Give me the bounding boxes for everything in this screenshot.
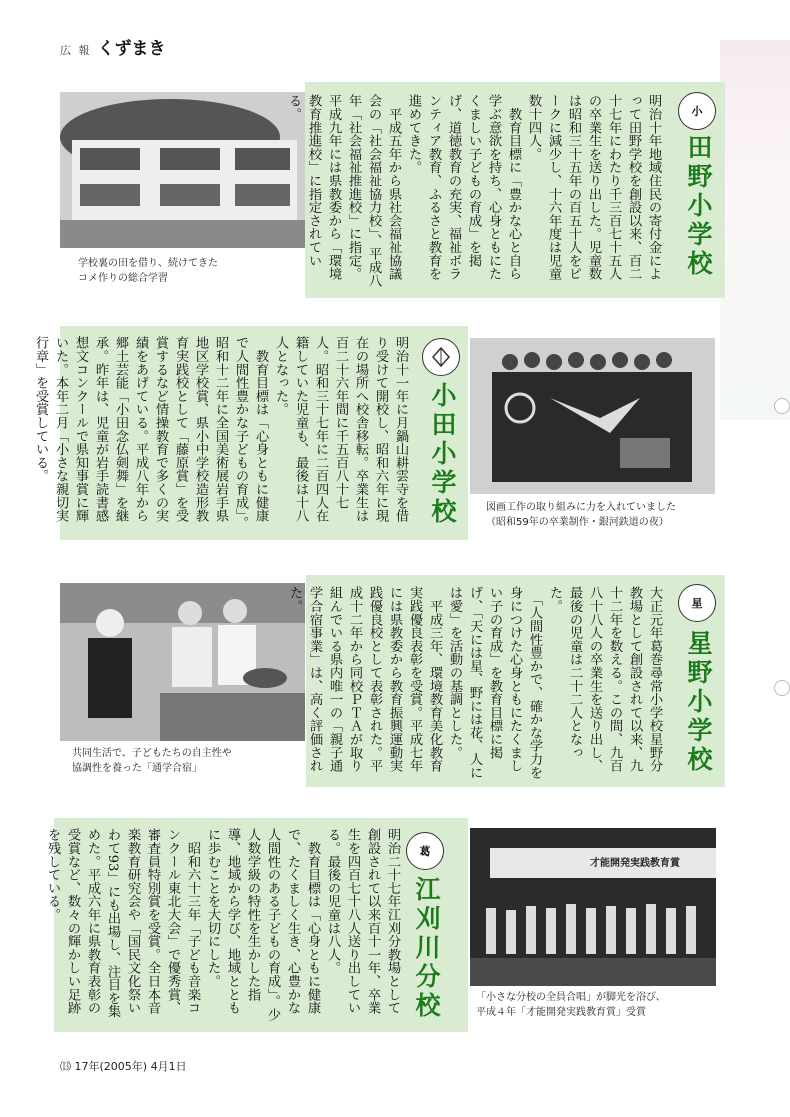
award-banner-text: 才能開発実践教育賞 xyxy=(590,858,680,869)
article-body: 明治十年地域住民の寄付金によって田野学校を創設以来、百二十七年にわたり千三百七十五人の卒業生を送り出した。児童数は昭和三十五年の百五十人をピークに減少し、十六年度は児童数十四人。 教育目標に「豊かな心と自ら学ぶ意欲を持ち、心身ともにたくましい子どもの育成」を掲げ、道徳教育の充実、福祉ボランティア教育、ふるさと教育を進めてきた。 平成五年から県社会福祉協議会の「社会福祉協力校」、平成八年「社会福祉推進校」に指定。平成九年には県教委から「環境教育推進校」に指定されている。 xyxy=(286,94,661,287)
photo-school-building xyxy=(60,92,305,248)
photo-caption: 学校裏の田を借り、続けてきた コメ作りの総合学習 xyxy=(78,258,218,284)
photo-caption: 共同生活で、子どもたちの自主性や 協調性を養った「通学合宿」 xyxy=(72,748,232,774)
background-decoration xyxy=(720,40,790,420)
photo-cooking-activity xyxy=(60,583,305,741)
school-emblem-icon: 星 xyxy=(678,584,716,622)
binder-hole xyxy=(774,398,790,414)
article-body: 大正元年葛巻尋常小学校星野分教場として創設されて以来、九十二年を数える。この間、九百八十八人の卒業生を送り出し、最後の児童は二十二人となった。 「人間性豊かで、確かな学力を身につけた心身ともにたくましい子の育成」を教育目標に掲げ、「天には星、野には花、人には愛」を活動の基調とした。 平成三年、環境教育美化教育実践優良表彰を受賞。平成七年には県教委から教育振興運動実践優良校として表彰された。平成十二年から同校ＰＴＡが取り組んでいる県内唯一の「親子通学合宿事業」は、高く評価された。 xyxy=(287,586,662,779)
school-name-title: 星野小学校 xyxy=(684,630,713,775)
school-emblem-icon: 小 xyxy=(678,92,716,130)
school-name-title: 小田小学校 xyxy=(428,382,457,527)
school-name-title: 江刈川分校 xyxy=(412,876,441,1021)
photo-caption: 「小さな分校の全員合唱」が脚光を浴び、 平成４年「才能開発実践教育賞」受賞 xyxy=(476,992,666,1018)
newsletter-title: くずまき xyxy=(97,39,166,59)
newsletter-header xyxy=(60,34,166,59)
school-emblem-icon xyxy=(422,338,460,376)
photo-caption: 図画工作の取り組みに力を入れていました （昭和59年の卒業制作・銀河鉄道の夜） xyxy=(486,502,676,528)
page-footer: ⒀ 17年(2005年) 4月1日 xyxy=(60,1060,187,1073)
school-emblem-icon: 葛 xyxy=(406,832,444,870)
article-body: 明治十一年に月鍋山耕雲寺を借り受けて開校し、昭和六年に現在の場所へ校舎移転。卒業生は百二十六年間に千五百八十七人。昭和三十七年に二百四人在籍していた児童も、最後は十八人となった。 教育目標は「心身ともに健康で人間性豊かな子どもの育成」。昭和十二年に全国美術展岩手県地区学校賞、県小中学校造形教育実践校として「藤原賞」を受賞するなど情操教育で多くの実績をあげている。平成八年から郷土芸能「小田念仏剣舞」を継承。昨年は、児童が岩手読書感想文コンクールで県知事賞に輝いた。本年二月「小さな親切実行章」を受賞している。 xyxy=(33,336,408,529)
article-body: 明治二十七年江刈分教場として創設されて以来百十一年、卒業生を四百七十八人送り出している。最後の児童は八人。 教育目標は「心身ともに健康で、たくましく生き、心豊かな人間性のある子どもの育成」。少人数学級の特性を生かした指導、地域から学び、地域とともに歩むことを大切にした。 昭和六十三年「子ども音楽コンクール東北大会」で優秀賞、審査員特別賞を受賞。全日本音楽教育研究会や「国民文化祭いわて93」にも出場し、注目を集めた。平成六年に県教育表彰の受賞など、数々の輝かしい足跡を残している。 xyxy=(45,828,400,1021)
school-name-title: 田野小学校 xyxy=(684,134,713,279)
photo-graduation-artwork xyxy=(470,338,715,494)
header-kicker: 広 報 xyxy=(60,44,92,57)
photo-chorus-award xyxy=(470,828,716,986)
binder-hole xyxy=(774,680,790,696)
